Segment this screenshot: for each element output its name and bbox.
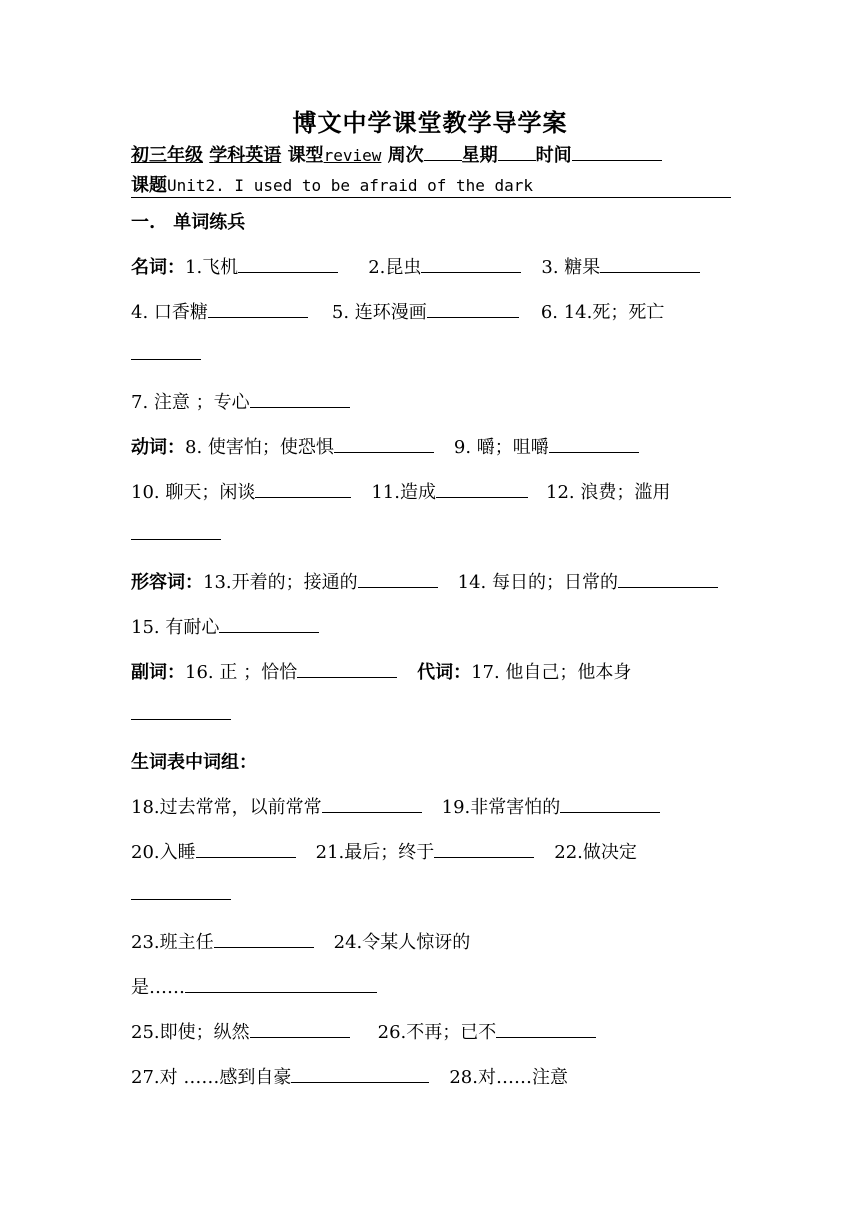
item-2: 2.昆虫: [368, 257, 422, 278]
item-25: 25.即使；纵然: [131, 1022, 250, 1043]
blank-2[interactable]: [421, 256, 521, 273]
subject: 学科英语: [209, 145, 282, 166]
item-8: 8. 使害怕；使恐惧: [185, 437, 334, 458]
blank-27[interactable]: [291, 1066, 429, 1083]
item-7: 7. 注意 ；专心: [131, 392, 250, 413]
phrases-row-2b: [131, 883, 731, 905]
topic-value: Unit2. I used to be afraid of the dark: [167, 176, 534, 195]
blank-19[interactable]: [560, 796, 660, 813]
phrases-row-3b: [131, 973, 731, 999]
item-24-cont: 是……: [131, 977, 185, 998]
blank-22[interactable]: [131, 883, 231, 900]
time-blank[interactable]: [572, 144, 662, 161]
item-22: 22.做决定: [554, 842, 637, 863]
item-26: 26.不再；已不: [377, 1022, 497, 1043]
blank-10[interactable]: [255, 481, 351, 498]
blank-25[interactable]: [250, 1021, 350, 1038]
header-info: [131, 141, 731, 167]
item-20: 20.入睡: [131, 842, 196, 863]
item-16: 16. 正 ；恰恰: [185, 662, 298, 683]
verbs-row-1: [131, 433, 731, 459]
blank-4[interactable]: [208, 301, 308, 318]
blank-11[interactable]: [436, 481, 528, 498]
blank-14[interactable]: [618, 571, 718, 588]
nouns-label: 名词：: [131, 257, 185, 278]
item-13: 13.开着的；接通的: [203, 572, 358, 593]
item-11: 11.造成: [371, 482, 436, 503]
item-5: 5. 连环漫画: [331, 302, 427, 323]
item-3: 3. 糖果: [541, 257, 601, 278]
phrases-row-4: [131, 1018, 731, 1044]
item-28: 28.对……注意: [449, 1067, 568, 1088]
day-blank[interactable]: [498, 144, 536, 161]
adverbs-pronouns-row: [131, 658, 731, 684]
blank-17[interactable]: [131, 703, 231, 720]
verbs-row-2b: [131, 523, 731, 545]
type-label: 课型: [287, 145, 324, 166]
blank-21[interactable]: [434, 841, 534, 858]
pronouns-row-b: [131, 703, 731, 725]
blank-12[interactable]: [131, 523, 221, 540]
phrases-row-3: [131, 928, 731, 954]
day-label: 星期: [461, 145, 498, 166]
phrases-row-5: [131, 1063, 731, 1089]
item-4: 4. 口香糖: [131, 302, 208, 323]
blank-6[interactable]: [131, 343, 201, 360]
verbs-row-2: [131, 478, 731, 504]
nouns-row-2: [131, 298, 731, 324]
item-21: 21.最后；终于: [315, 842, 435, 863]
week-blank[interactable]: [424, 144, 462, 161]
phrases-row-2: [131, 838, 731, 864]
item-27: 27.对 ……感到自豪: [131, 1067, 292, 1088]
phrases-heading: 生词表中词组：: [131, 752, 257, 773]
adjectives-label: 形容词：: [131, 572, 203, 593]
item-14: 14. 每日的；日常的: [457, 572, 618, 593]
section-heading: 一. 单词练兵: [131, 212, 246, 233]
blank-20[interactable]: [196, 841, 296, 858]
blank-23[interactable]: [214, 931, 314, 948]
item-10: 10. 聊天；闲谈: [131, 482, 256, 503]
item-6: 6. 14.死；死亡: [540, 302, 665, 323]
time-label: 时间: [535, 145, 572, 166]
blank-15[interactable]: [219, 616, 319, 633]
type-value: review: [323, 146, 382, 165]
page-title: 博文中学课堂教学导学案: [292, 108, 568, 137]
blank-8[interactable]: [334, 436, 434, 453]
item-17: 17. 他自己；他本身: [471, 662, 632, 683]
item-9: 9. 嚼；咀嚼: [453, 437, 549, 458]
item-15: 15. 有耐心: [131, 617, 220, 638]
blank-9[interactable]: [549, 436, 639, 453]
verbs-label: 动词：: [131, 437, 185, 458]
blank-3[interactable]: [600, 256, 700, 273]
topic-line: [131, 171, 731, 198]
adjectives-row-2: [131, 613, 731, 639]
blank-26[interactable]: [496, 1021, 596, 1038]
grade: 初三年级: [131, 145, 203, 166]
blank-18[interactable]: [322, 796, 422, 813]
item-18: 18.过去常常，以前常常: [131, 797, 322, 818]
topic-label: 课题: [131, 175, 167, 196]
adverbs-label: 副词：: [131, 662, 185, 683]
nouns-row-1: [131, 253, 731, 279]
nouns-row-3: [131, 388, 731, 414]
item-1: 1.飞机: [185, 257, 239, 278]
item-12: 12. 浪费；滥用: [546, 482, 671, 503]
item-24: 24.令某人惊讶的: [333, 932, 471, 953]
week-label: 周次: [387, 145, 424, 166]
blank-5[interactable]: [427, 301, 519, 318]
blank-24[interactable]: [185, 976, 377, 993]
item-23: 23.班主任: [131, 932, 214, 953]
blank-13[interactable]: [358, 571, 438, 588]
phrases-row-1: [131, 793, 731, 819]
blank-16[interactable]: [297, 661, 397, 678]
pronouns-label: 代词：: [417, 662, 472, 683]
nouns-row-2b: [131, 343, 731, 365]
adjectives-row-1: [131, 568, 731, 594]
item-19: 19.非常害怕的: [441, 797, 561, 818]
blank-1[interactable]: [238, 256, 338, 273]
blank-7[interactable]: [250, 391, 350, 408]
